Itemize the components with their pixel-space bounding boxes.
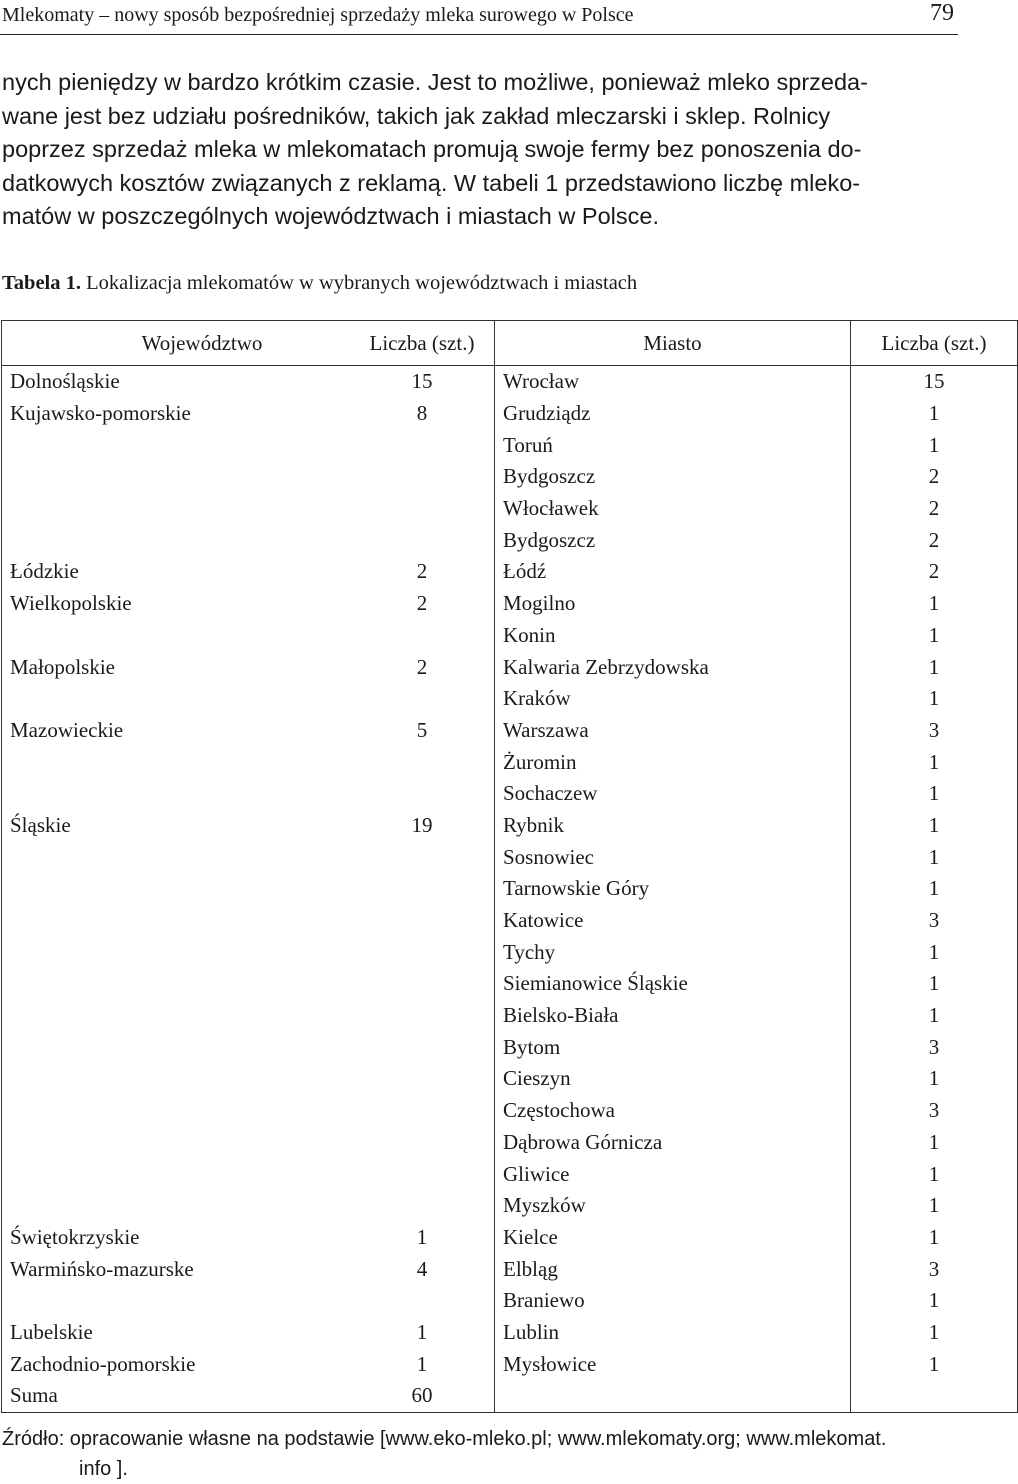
cell-count-voivodeship: 1 — [350, 1222, 495, 1254]
cell-count-voivodeship — [350, 493, 495, 525]
cell-count-voivodeship — [350, 1000, 495, 1032]
cell-voivodeship — [2, 493, 351, 525]
cell-count-voivodeship: 4 — [350, 1253, 495, 1285]
cell-city: Kielce — [495, 1222, 851, 1254]
cell-voivodeship — [2, 1190, 351, 1222]
cell-count-city: 3 — [928, 717, 940, 742]
table-row — [2, 1222, 1018, 1254]
cell-count-city: 1 — [928, 1161, 940, 1186]
cell-count-city: 1 — [928, 654, 940, 679]
cell-voivodeship: Zachodnio-pomorskie — [10, 1351, 196, 1376]
paragraph-line: nych pieniędzy w bardzo krótkim czasie. Jest to możliwe, ponieważ mleko sprzeda- — [2, 69, 868, 95]
cell-voivodeship — [2, 1158, 351, 1190]
cell-voivodeship: Świętokrzyskie — [10, 1224, 140, 1249]
cell-count-voivodeship — [350, 746, 495, 778]
table-row — [2, 1285, 1018, 1317]
table-row — [2, 366, 1018, 398]
cell-city: Katowice — [495, 905, 851, 937]
cell-count-city: 1 — [928, 1351, 940, 1376]
cell-count-voivodeship — [350, 873, 495, 905]
cell-count-city: 1 — [928, 622, 940, 647]
table-row — [2, 778, 1018, 810]
table-row — [2, 1380, 1018, 1412]
paragraph-line: matów w poszczególnych województwach i miastach w Polsce. — [2, 203, 659, 230]
cell-count-city: 1 — [928, 1224, 940, 1249]
cell-city: Elbląg — [495, 1253, 851, 1285]
cell-voivodeship — [2, 1063, 351, 1095]
cell-count-voivodeship — [350, 1063, 495, 1095]
cell-voivodeship: Lubelskie — [10, 1319, 93, 1344]
cell-voivodeship — [2, 524, 351, 556]
source-line: info ]. — [79, 1458, 128, 1480]
cell-city: Wrocław — [495, 366, 851, 398]
cell-city: Bydgoszcz — [495, 461, 851, 493]
table-row — [2, 1158, 1018, 1190]
cell-count-city: 1 — [928, 749, 940, 774]
cell-count-city: 1 — [928, 1129, 940, 1154]
table-header-row — [2, 321, 1018, 366]
cell-voivodeship — [2, 620, 351, 652]
cell-city: Myszków — [495, 1190, 851, 1222]
cell-count-voivodeship — [350, 429, 495, 461]
cell-city: Cieszyn — [495, 1063, 851, 1095]
cell-count-city: 1 — [928, 844, 940, 869]
cell-voivodeship: Dolnośląskie — [10, 369, 120, 394]
cell-voivodeship — [2, 936, 351, 968]
table-row — [2, 715, 1018, 747]
cell-count-voivodeship: 5 — [350, 715, 495, 747]
cell-count-city: 1 — [928, 401, 940, 426]
cell-city: Konin — [495, 620, 851, 652]
cell-city: Bydgoszcz — [495, 524, 851, 556]
table-row — [2, 651, 1018, 683]
table-row — [2, 1253, 1018, 1285]
cell-count-voivodeship: 2 — [350, 556, 495, 588]
cell-city: Dąbrowa Górnicza — [495, 1127, 851, 1159]
cell-voivodeship: Warmińsko-mazurske — [10, 1256, 194, 1281]
cell-count-city: 1 — [928, 939, 940, 964]
table-row — [2, 1000, 1018, 1032]
cell-count-city: 2 — [928, 496, 940, 521]
cell-count-city: 1 — [928, 1319, 940, 1344]
table-row — [2, 683, 1018, 715]
cell-count-voivodeship: 15 — [350, 366, 495, 398]
cell-city: Rybnik — [495, 810, 851, 842]
page-number: 79 — [930, 0, 954, 26]
cell-count-voivodeship: 1 — [350, 1348, 495, 1380]
cell-count-voivodeship — [350, 778, 495, 810]
cell-voivodeship — [2, 905, 351, 937]
cell-voivodeship — [2, 1000, 351, 1032]
paragraph-line: poprzez sprzedaż mleka w mlekomatach promują swoje fermy bez ponoszenia do- — [2, 136, 862, 163]
cell-count-voivodeship: 60 — [350, 1380, 495, 1412]
cell-count-city: 1 — [928, 591, 940, 616]
table-row — [2, 968, 1018, 1000]
cell-count-city: 1 — [928, 1288, 940, 1313]
cell-city: Kraków — [495, 683, 851, 715]
table-row — [2, 905, 1018, 937]
cell-voivodeship — [2, 778, 351, 810]
body-paragraph — [2, 66, 955, 234]
cell-count-city: 2 — [928, 559, 940, 584]
cell-count-voivodeship — [350, 1095, 495, 1127]
table-row — [2, 1190, 1018, 1222]
cell-city: Tarnowskie Góry — [495, 873, 851, 905]
cell-count-city: 1 — [928, 1066, 940, 1091]
cell-count-city: 2 — [928, 527, 940, 552]
cell-city: Żuromin — [495, 746, 851, 778]
table-caption — [2, 272, 637, 295]
cell-count-voivodeship: 19 — [350, 810, 495, 842]
table-row — [2, 873, 1018, 905]
cell-count-city: 1 — [928, 686, 940, 711]
cell-count-voivodeship — [350, 524, 495, 556]
cell-count-voivodeship: 2 — [350, 651, 495, 683]
header-city: Miasto — [495, 321, 851, 366]
table-caption-label: Tabela 1. — [2, 272, 81, 294]
table-row — [2, 1127, 1018, 1159]
cell-count-city: 3 — [928, 908, 940, 933]
cell-count-voivodeship — [350, 841, 495, 873]
table-row — [2, 398, 1018, 430]
cell-count-city: 3 — [928, 1034, 940, 1059]
cell-voivodeship — [2, 683, 351, 715]
cell-count-voivodeship — [350, 1031, 495, 1063]
cell-count-voivodeship — [350, 1127, 495, 1159]
cell-city: Włocławek — [495, 493, 851, 525]
cell-city: Sosnowiec — [495, 841, 851, 873]
table-row — [2, 810, 1018, 842]
cell-voivodeship — [2, 461, 351, 493]
cell-voivodeship: Małopolskie — [10, 654, 115, 679]
cell-count-city: 1 — [928, 432, 940, 457]
table-row — [2, 1317, 1018, 1349]
cell-voivodeship — [2, 1285, 351, 1317]
cell-count-city — [851, 1380, 1018, 1412]
cell-count-voivodeship — [350, 905, 495, 937]
cell-city: Grudziądz — [495, 398, 851, 430]
cell-count-city: 1 — [928, 876, 940, 901]
cell-count-city: 1 — [928, 1003, 940, 1028]
cell-count-voivodeship: 2 — [350, 588, 495, 620]
cell-voivodeship: Kujawsko-pomorskie — [10, 401, 191, 426]
cell-count-city: 15 — [923, 369, 945, 394]
cell-count-voivodeship — [350, 968, 495, 1000]
table-caption-text: Lokalizacja mlekomatów w wybranych województwach i miastach — [81, 272, 638, 294]
table-row — [2, 429, 1018, 461]
cell-city: Tychy — [495, 936, 851, 968]
header-voivodeship: Województwo — [2, 321, 351, 366]
cell-voivodeship — [2, 968, 351, 1000]
cell-voivodeship: Śląskie — [10, 812, 71, 837]
cell-voivodeship: Suma — [10, 1383, 58, 1408]
cell-city: Bytom — [495, 1031, 851, 1063]
cell-count-voivodeship — [350, 1285, 495, 1317]
cell-count-voivodeship — [350, 936, 495, 968]
table-row — [2, 493, 1018, 525]
paragraph-line: wane jest bez udziału pośredników, takich jak zakład mleczarski i sklep. Rolnicy — [2, 102, 831, 129]
cell-voivodeship — [2, 873, 351, 905]
header-count-voivodeship: Liczba (szt.) — [350, 321, 495, 366]
header-count-city: Liczba (szt.) — [851, 321, 1018, 366]
source-note — [2, 1424, 958, 1484]
table-row — [2, 620, 1018, 652]
cell-voivodeship: Mazowieckie — [10, 717, 124, 742]
paragraph-line: datkowych kosztów związanych z reklamą. W tabeli 1 przedstawiono liczbę mleko- — [2, 169, 861, 196]
cell-count-city: 1 — [928, 971, 940, 996]
cell-city: Toruń — [495, 429, 851, 461]
cell-city: Siemianowice Śląskie — [495, 968, 851, 1000]
cell-voivodeship — [2, 746, 351, 778]
cell-city: Gliwice — [495, 1158, 851, 1190]
cell-count-voivodeship — [350, 620, 495, 652]
table-row — [2, 936, 1018, 968]
cell-count-city: 2 — [928, 464, 940, 489]
cell-city: Kalwaria Zebrzydowska — [495, 651, 851, 683]
table-row — [2, 1063, 1018, 1095]
cell-city — [495, 1380, 851, 1412]
cell-voivodeship: Wielkopolskie — [10, 591, 132, 616]
cell-count-voivodeship — [350, 1158, 495, 1190]
milk-vending-table — [1, 320, 1018, 1413]
cell-count-voivodeship — [350, 683, 495, 715]
cell-count-voivodeship — [350, 1190, 495, 1222]
cell-count-voivodeship: 1 — [350, 1317, 495, 1349]
table-row — [2, 1348, 1018, 1380]
running-title: Mlekomaty – nowy sposób bezpośredniej sprzedaży mleka surowego w Polsce — [2, 4, 634, 26]
cell-city: Częstochowa — [495, 1095, 851, 1127]
cell-count-voivodeship: 8 — [350, 398, 495, 430]
table-body — [2, 366, 1018, 1413]
source-line: Źródło: opracowanie własne na podstawie [www.eko-mleko.pl; www.mlekomaty.org; www.mlekomat. — [2, 1428, 887, 1450]
table-row — [2, 746, 1018, 778]
table-row — [2, 841, 1018, 873]
table-row — [2, 556, 1018, 588]
running-header — [0, 0, 958, 35]
cell-city: Mysłowice — [495, 1348, 851, 1380]
cell-voivodeship — [2, 1095, 351, 1127]
cell-voivodeship — [2, 841, 351, 873]
cell-city: Mogilno — [495, 588, 851, 620]
cell-voivodeship — [2, 429, 351, 461]
cell-count-city: 1 — [928, 812, 940, 837]
table-row — [2, 461, 1018, 493]
cell-city: Warszawa — [495, 715, 851, 747]
table-row — [2, 524, 1018, 556]
cell-count-city: 3 — [928, 1256, 940, 1281]
cell-city: Sochaczew — [495, 778, 851, 810]
cell-city: Braniewo — [495, 1285, 851, 1317]
cell-count-city: 1 — [928, 781, 940, 806]
table-row — [2, 1095, 1018, 1127]
cell-city: Łódź — [495, 556, 851, 588]
cell-voivodeship — [2, 1127, 351, 1159]
cell-count-city: 3 — [928, 1098, 940, 1123]
cell-voivodeship: Łódzkie — [10, 559, 79, 584]
table-row — [2, 588, 1018, 620]
cell-city: Bielsko-Biała — [495, 1000, 851, 1032]
cell-count-voivodeship — [350, 461, 495, 493]
cell-count-city: 1 — [928, 1193, 940, 1218]
cell-voivodeship — [2, 1031, 351, 1063]
cell-city: Lublin — [495, 1317, 851, 1349]
table-row — [2, 1031, 1018, 1063]
